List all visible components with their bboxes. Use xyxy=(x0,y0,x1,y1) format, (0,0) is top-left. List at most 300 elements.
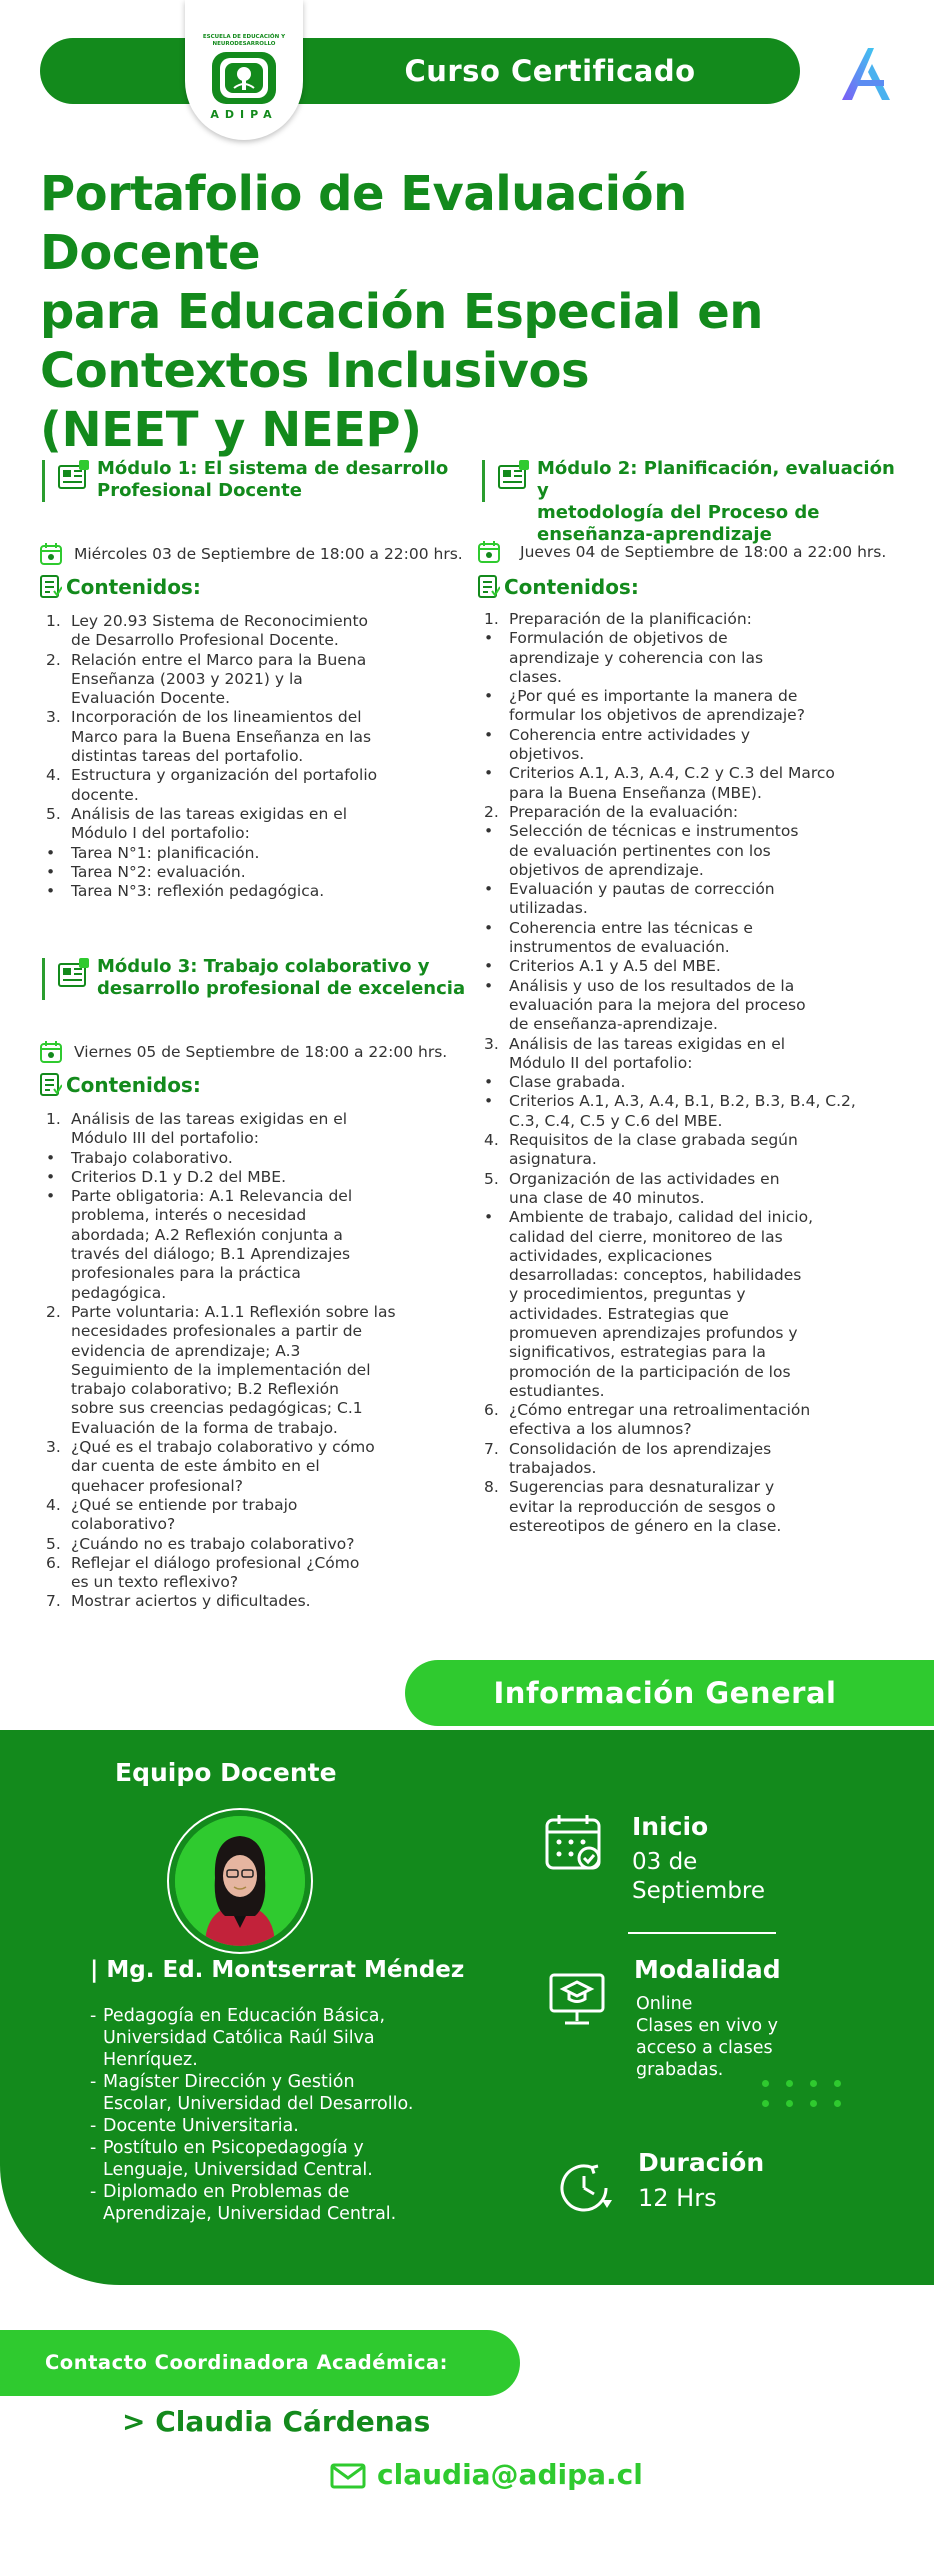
module-date-text: Jueves 04 de Septiembre de 18:00 a 22:00 hrs. xyxy=(520,543,887,561)
content-item xyxy=(480,880,920,919)
content-item xyxy=(42,651,472,709)
content-item xyxy=(90,2115,450,2137)
content-item-text xyxy=(103,2071,413,2115)
contact-name: > Claudia Cárdenas xyxy=(122,2405,431,2438)
list-marker: • xyxy=(484,957,494,976)
content-item-line: colaborativo? xyxy=(71,1515,176,1534)
list-marker: - xyxy=(90,2138,97,2158)
content-item-line: de Desarrollo Profesional Docente. xyxy=(71,631,339,650)
calendar-check-icon xyxy=(543,1812,607,1876)
content-item-line: profesionales para la práctica xyxy=(71,1264,301,1283)
document-list-icon xyxy=(40,1073,62,1097)
list-marker: 6. xyxy=(46,1553,61,1572)
list-marker: 3. xyxy=(46,708,61,727)
content-item xyxy=(42,1438,472,1496)
online-class-icon xyxy=(545,1965,609,2029)
list-marker: • xyxy=(46,1167,56,1186)
content-item-line: Escolar, Universidad del Desarrollo. xyxy=(103,2094,414,2114)
list-marker: 2. xyxy=(46,650,61,669)
content-item-line: Docente Universitaria. xyxy=(103,2116,299,2136)
list-marker: • xyxy=(484,822,494,841)
content-item xyxy=(480,629,920,687)
content-item-text xyxy=(509,687,805,726)
content-item-line: Parte voluntaria: A.1.1 Reflexión sobre las xyxy=(71,1302,396,1321)
contents-label: Contenidos: xyxy=(504,575,639,599)
duration-value: 12 Hrs xyxy=(638,2184,717,2212)
content-item-line: Trabajo colaborativo. xyxy=(71,1148,233,1167)
info-section-title: Información General xyxy=(493,1676,837,1710)
content-item-line: desarrolladas: conceptos, habilidades xyxy=(509,1266,802,1285)
course-title xyxy=(40,165,900,460)
content-item-text xyxy=(509,977,806,1035)
content-item-line: Seguimiento de la implementación del xyxy=(71,1360,371,1379)
content-item-line: Relación entre el Marco para la Buena xyxy=(71,650,367,669)
module-title-line: Módulo 1: El sistema de desarrollo xyxy=(97,458,449,479)
teacher-bio xyxy=(90,2005,450,2225)
calendar-icon xyxy=(478,541,500,563)
module-book-icon xyxy=(55,458,91,494)
content-item-line: actividades, explicaciones xyxy=(509,1246,713,1265)
content-item-line: evaluación para la mejora del proceso xyxy=(509,995,806,1014)
content-item-text xyxy=(103,2005,385,2071)
content-item-text xyxy=(509,1092,856,1131)
content-item-line: quehacer profesional? xyxy=(71,1476,243,1495)
contents-heading xyxy=(478,575,639,599)
list-marker: 4. xyxy=(484,1131,499,1150)
contents-heading xyxy=(40,1073,201,1097)
module-title-line: Módulo 3: Trabajo colaborativo y xyxy=(97,956,430,977)
document-list-icon xyxy=(478,575,500,599)
content-item-text xyxy=(509,880,775,919)
content-item-line: Ley 20.93 Sistema de Reconocimiento xyxy=(71,612,369,630)
content-item-line: promueven aprendizajes profundos y xyxy=(509,1323,798,1342)
title-line: Contextos Inclusivos xyxy=(40,343,590,399)
module-3-date xyxy=(40,1041,447,1063)
mode-line: Clases en vivo y xyxy=(636,2016,778,2036)
teacher-portrait xyxy=(175,1816,305,1946)
content-item-text xyxy=(71,844,259,863)
start-label: Inicio xyxy=(632,1812,709,1841)
content-item-line: clases. xyxy=(509,667,562,686)
content-item-line: Postítulo en Psicopedagogía y xyxy=(103,2138,364,2158)
content-item-line: aprendizaje y coherencia con las xyxy=(509,648,764,667)
contents-label: Contenidos: xyxy=(66,1073,201,1097)
mode-line: grabadas. xyxy=(636,2060,724,2080)
content-item-line: ¿Cuándo no es trabajo colaborativo? xyxy=(71,1534,355,1553)
module-2-header xyxy=(482,458,912,546)
content-item-text xyxy=(509,726,750,765)
content-item-text xyxy=(71,1438,375,1496)
logo-name: ADIPA xyxy=(210,108,278,121)
content-item xyxy=(480,726,920,765)
module-1-date xyxy=(40,543,463,565)
module-book-icon xyxy=(495,458,531,494)
start-value-line: Septiembre xyxy=(632,1878,766,1904)
content-item-line: Consolidación de los aprendizajes xyxy=(509,1439,772,1458)
accent-bar xyxy=(42,460,45,502)
content-item-line: Análisis y uso de los resultados de la xyxy=(509,976,795,995)
content-item xyxy=(42,805,472,844)
list-marker: • xyxy=(484,918,494,937)
content-item xyxy=(42,882,472,901)
content-item xyxy=(480,977,920,1035)
content-item-text xyxy=(71,1168,286,1187)
module-date-text: Miércoles 03 de Septiembre de 18:00 a 22:00 hrs. xyxy=(74,545,463,563)
content-item xyxy=(42,1592,472,1611)
list-marker: 1. xyxy=(46,1110,61,1128)
module-date-text: Viernes 05 de Septiembre de 18:00 a 22:00 hrs. xyxy=(74,1043,448,1061)
content-item-line: Magíster Dirección y Gestión xyxy=(103,2072,355,2092)
list-marker: 7. xyxy=(484,1439,499,1458)
content-item-line: Análisis de las tareas exigidas en el xyxy=(509,1034,786,1053)
content-item xyxy=(480,1035,920,1074)
content-item-text xyxy=(509,1440,771,1479)
content-item xyxy=(480,957,920,976)
content-item-line: Mostrar aciertos y dificultades. xyxy=(71,1592,311,1611)
content-item-line: Estructura y organización del portafolio xyxy=(71,766,378,785)
content-item xyxy=(42,1187,472,1303)
content-item-line: Preparación de la evaluación: xyxy=(509,802,739,821)
content-item-line: promoción de la participación de los xyxy=(509,1362,791,1381)
title-line: (NEET y NEEP) xyxy=(40,402,422,458)
content-item-line: través del diálogo; B.1 Aprendizajes xyxy=(71,1245,351,1264)
teacher-name: | Mg. Ed. Montserrat Méndez xyxy=(90,1957,465,1983)
decor-dot xyxy=(762,2080,769,2087)
content-item xyxy=(480,764,920,803)
content-item-text xyxy=(71,805,347,844)
content-item xyxy=(42,1110,472,1149)
content-item xyxy=(42,1168,472,1187)
content-item xyxy=(42,1149,472,1168)
content-item xyxy=(42,1535,472,1554)
content-item-text xyxy=(71,708,371,766)
document-list-icon xyxy=(40,575,62,599)
list-marker: • xyxy=(484,1208,494,1227)
content-item-line: Coherencia entre actividades y xyxy=(509,725,751,744)
content-item-text xyxy=(509,764,835,803)
content-item-text xyxy=(103,2181,396,2225)
decor-dot xyxy=(810,2080,817,2087)
content-item xyxy=(42,1554,472,1593)
mode-label: Modalidad xyxy=(634,1955,781,1984)
content-item-line: Preparación de la planificación: xyxy=(509,610,752,628)
module-title-line: metodología del Proceso de xyxy=(537,502,820,523)
list-marker: 3. xyxy=(484,1034,499,1053)
module-title-line: Módulo 2: Planificación, evaluación y xyxy=(537,458,895,501)
content-item-text xyxy=(71,1535,355,1554)
content-item xyxy=(480,1478,920,1536)
contact-label: Contacto Coordinadora Académica: xyxy=(45,2351,448,2374)
decor-dot xyxy=(786,2080,793,2087)
content-item-text xyxy=(71,1187,352,1303)
module-title xyxy=(97,956,465,1000)
content-item-line: Análisis de las tareas exigidas en el xyxy=(71,804,348,823)
logo-badge-icon xyxy=(208,50,280,108)
module-3 xyxy=(42,956,472,1000)
content-item-line: Evaluación de la forma de trabajo. xyxy=(71,1418,338,1437)
content-item xyxy=(42,1496,472,1535)
content-item-line: utilizadas. xyxy=(509,899,588,918)
module-title-line: desarrollo profesional de excelencia xyxy=(97,978,466,999)
content-item-text xyxy=(71,1149,233,1168)
content-item-text xyxy=(71,1592,311,1611)
content-item-text xyxy=(71,1554,359,1593)
list-marker: 1. xyxy=(484,610,499,628)
content-item xyxy=(480,1401,920,1440)
content-item xyxy=(480,1208,920,1401)
content-item-line: Análisis de las tareas exigidas en el xyxy=(71,1110,348,1128)
module-1-header xyxy=(42,458,472,502)
start-value xyxy=(632,1848,765,1906)
list-marker: 8. xyxy=(484,1478,499,1497)
list-marker: 5. xyxy=(484,1169,499,1188)
list-marker: 2. xyxy=(46,1302,61,1321)
logo-caption: ESCUELA DE EDUCACIÓN Y NEURODESARROLLO xyxy=(202,34,286,47)
content-item-line: Reflejar el diálogo profesional ¿Cómo xyxy=(71,1553,360,1572)
content-item-text xyxy=(71,1303,396,1438)
list-marker: • xyxy=(484,725,494,744)
content-item xyxy=(42,844,472,863)
module-2-date xyxy=(478,541,886,563)
list-marker: - xyxy=(90,2116,97,2136)
module-title xyxy=(537,458,912,546)
decor-dot xyxy=(762,2100,769,2107)
course-type-label: Curso Certificado xyxy=(404,54,696,88)
content-item xyxy=(480,822,920,880)
accent-bar xyxy=(42,958,45,1000)
content-item-text xyxy=(509,822,798,880)
content-item xyxy=(480,610,920,629)
content-item-line: Marco para la Buena Enseñanza en las xyxy=(71,727,372,746)
contact-email-link[interactable]: claudia@adipa.cl xyxy=(377,2458,643,2491)
content-item-line: Organización de las actividades en xyxy=(509,1169,780,1188)
list-marker: 5. xyxy=(46,1534,61,1553)
content-item-line: Módulo II del portafolio: xyxy=(509,1053,693,1072)
list-marker: • xyxy=(46,843,56,862)
content-item-line: para la Buena Enseñanza (MBE). xyxy=(509,783,762,802)
content-item-line: Clase grabada. xyxy=(509,1073,626,1092)
content-item-line: Criterios A.1, A.3, A.4, C.2 y C.3 del Marco xyxy=(509,764,835,783)
content-item-line: Aprendizaje, Universidad Central. xyxy=(103,2204,397,2224)
list-marker: 5. xyxy=(46,804,61,823)
content-item-text xyxy=(71,1496,297,1535)
content-item xyxy=(42,708,472,766)
list-marker: 3. xyxy=(46,1438,61,1457)
list-marker: • xyxy=(46,1187,56,1206)
content-item-line: de enseñanza-aprendizaje. xyxy=(509,1015,718,1034)
content-item-line: problema, interés o necesidad xyxy=(71,1206,307,1225)
module-title xyxy=(97,458,448,502)
list-marker: • xyxy=(484,1092,494,1111)
content-item-line: C.3, C.4, C.5 y C.6 del MBE. xyxy=(509,1111,723,1130)
mail-icon xyxy=(330,2463,366,2489)
content-item-text xyxy=(71,766,377,805)
mode-line: Online xyxy=(636,1994,693,2014)
list-marker: • xyxy=(484,687,494,706)
content-item-text xyxy=(71,863,246,882)
content-item-line: abordada; A.2 Reflexión conjunta a xyxy=(71,1225,343,1244)
contents-label: Contenidos: xyxy=(66,575,201,599)
content-item-text xyxy=(509,803,738,822)
brand-mark-icon xyxy=(838,42,894,106)
content-item-line: instrumentos de evaluación. xyxy=(509,938,730,957)
content-item-line: actividades. Estrategias que xyxy=(509,1304,729,1323)
mode-line: acceso a clases xyxy=(636,2038,773,2058)
content-item-line: Módulo I del portafolio: xyxy=(71,824,250,843)
content-item-line: ¿Qué es el trabajo colaborativo y cómo xyxy=(71,1438,375,1457)
content-item xyxy=(480,1073,920,1092)
content-item-line: Evaluación Docente. xyxy=(71,689,230,708)
content-item-text xyxy=(71,882,324,901)
content-item-line: una clase de 40 minutos. xyxy=(509,1188,705,1207)
content-item xyxy=(90,2137,450,2181)
content-item xyxy=(480,1092,920,1131)
contents-heading xyxy=(40,575,201,599)
content-item-line: ¿Por qué es importante la manera de xyxy=(509,687,798,706)
list-marker: • xyxy=(484,629,494,648)
content-item-line: formular los objetivos de aprendizaje? xyxy=(509,706,805,725)
list-marker: 1. xyxy=(46,612,61,630)
team-label: Equipo Docente xyxy=(115,1758,337,1787)
module-2-contents xyxy=(480,610,920,1536)
content-item-line: evitar la reproducción de sesgos o xyxy=(509,1497,776,1516)
content-item-line: asignatura. xyxy=(509,1150,597,1169)
content-item-line: ¿Qué se entiende por trabajo xyxy=(71,1495,298,1514)
title-line: para Educación Especial en xyxy=(40,284,763,340)
content-item-line: y procedimientos, preguntas y xyxy=(509,1285,746,1304)
content-item xyxy=(480,1170,920,1209)
content-item-text xyxy=(509,1208,813,1401)
module-title-line: Profesional Docente xyxy=(97,480,302,501)
content-item xyxy=(90,2005,450,2071)
content-item-text xyxy=(509,610,752,629)
content-item xyxy=(480,803,920,822)
content-item-line: Incorporación de los lineamientos del xyxy=(71,708,362,727)
duration-label: Duración xyxy=(638,2148,765,2177)
content-item-line: objetivos de aprendizaje. xyxy=(509,860,704,879)
module-book-icon xyxy=(55,956,91,992)
content-item-text xyxy=(509,957,721,976)
content-item-line: Coherencia entre las técnicas e xyxy=(509,918,753,937)
content-item-line: Selección de técnicas e instrumentos xyxy=(509,822,799,841)
content-item-line: Pedagogía en Educación Básica, xyxy=(103,2006,386,2026)
content-item-line: estereotipos de género en la clase. xyxy=(509,1516,782,1535)
content-item-line: Henríquez. xyxy=(103,2050,198,2070)
content-item xyxy=(42,766,472,805)
content-item-text xyxy=(509,1073,625,1092)
module-3-header xyxy=(42,956,472,1000)
module-1-contents xyxy=(42,612,472,901)
content-item-text xyxy=(509,1131,798,1170)
content-item-line: Diplomado en Problemas de xyxy=(103,2182,350,2202)
content-item-line: estudiantes. xyxy=(509,1381,605,1400)
content-item-line: sobre sus creencias pedagógicas; C.1 xyxy=(71,1399,363,1418)
content-item-line: Universidad Católica Raúl Silva xyxy=(103,2028,375,2048)
content-item xyxy=(480,687,920,726)
content-item-text xyxy=(71,612,368,651)
decor-dot xyxy=(834,2080,841,2087)
clock-icon xyxy=(552,2156,616,2220)
mode-value xyxy=(636,1993,778,2081)
list-marker: • xyxy=(484,1073,494,1092)
module-title-line: enseñanza-aprendizaje xyxy=(537,524,772,545)
content-item-line: distintas tareas del portafolio. xyxy=(71,747,304,766)
content-item-line: calidad del cierre, monitoreo de las xyxy=(509,1227,783,1246)
content-item-text xyxy=(509,1170,780,1209)
content-item-text xyxy=(71,651,366,709)
content-item-text xyxy=(509,629,763,687)
list-marker: • xyxy=(484,880,494,899)
content-item xyxy=(42,1303,472,1438)
content-item-line: Criterios A.1 y A.5 del MBE. xyxy=(509,957,721,976)
list-marker: 4. xyxy=(46,1495,61,1514)
divider xyxy=(628,1932,776,1934)
module-2 xyxy=(482,458,912,546)
content-item-line: Lenguaje, Universidad Central. xyxy=(103,2160,373,2180)
content-item-line: Tarea N°2: evaluación. xyxy=(71,862,246,881)
list-marker: 2. xyxy=(484,802,499,821)
decor-dots xyxy=(762,2080,852,2107)
decor-dot xyxy=(786,2100,793,2107)
list-marker: • xyxy=(46,1148,56,1167)
content-item-line: dar cuenta de este ámbito en el xyxy=(71,1457,320,1476)
content-item-line: Requisitos de la clase grabada según xyxy=(509,1131,798,1150)
content-item-line: efectiva a los alumnos? xyxy=(509,1420,692,1439)
content-item xyxy=(90,2181,450,2225)
content-item xyxy=(480,1440,920,1479)
content-item-line: Formulación de objetivos de xyxy=(509,629,728,648)
content-item-line: ¿Cómo entregar una retroalimentación xyxy=(509,1401,811,1420)
calendar-icon xyxy=(40,1041,62,1063)
decor-dot xyxy=(834,2100,841,2107)
content-item-line: Criterios D.1 y D.2 del MBE. xyxy=(71,1167,287,1186)
accent-bar xyxy=(482,460,485,502)
content-item-line: Evaluación y pautas de corrección xyxy=(509,880,775,899)
content-item-line: pedagógica. xyxy=(71,1283,167,1302)
content-item xyxy=(90,2071,450,2115)
module-1 xyxy=(42,458,472,502)
list-marker: - xyxy=(90,2006,97,2026)
content-item xyxy=(42,863,472,882)
content-item xyxy=(42,612,472,651)
start-value-line: 03 de xyxy=(632,1849,698,1875)
list-marker: - xyxy=(90,2182,97,2202)
content-item-line: Sugerencias para desnaturalizar y xyxy=(509,1478,775,1497)
content-item xyxy=(480,919,920,958)
list-marker: • xyxy=(46,862,56,881)
content-item-line: Tarea N°3: reflexión pedagógica. xyxy=(71,882,325,901)
module-3-contents xyxy=(42,1110,472,1612)
content-item-line: docente. xyxy=(71,785,139,804)
decor-dot xyxy=(810,2100,817,2107)
list-marker: 7. xyxy=(46,1592,61,1611)
content-item-line: Enseñanza (2003 y 2021) y la xyxy=(71,669,303,688)
list-marker: • xyxy=(46,882,56,901)
content-item-line: Criterios A.1, A.3, A.4, B.1, B.2, B.3, B.4, C.2, xyxy=(509,1092,856,1111)
content-item-text xyxy=(509,1401,810,1440)
list-marker: - xyxy=(90,2072,97,2092)
content-item-line: Módulo III del portafolio: xyxy=(71,1129,260,1148)
content-item-line: evidencia de aprendizaje; A.3 xyxy=(71,1341,301,1360)
content-item-text xyxy=(71,1110,347,1149)
calendar-icon xyxy=(40,543,62,565)
list-marker: 4. xyxy=(46,766,61,785)
content-item-text xyxy=(103,2115,299,2137)
content-item xyxy=(480,1131,920,1170)
content-item-text xyxy=(509,1478,781,1536)
content-item-line: es un texto reflexivo? xyxy=(71,1573,239,1592)
content-item-text xyxy=(509,1035,785,1074)
